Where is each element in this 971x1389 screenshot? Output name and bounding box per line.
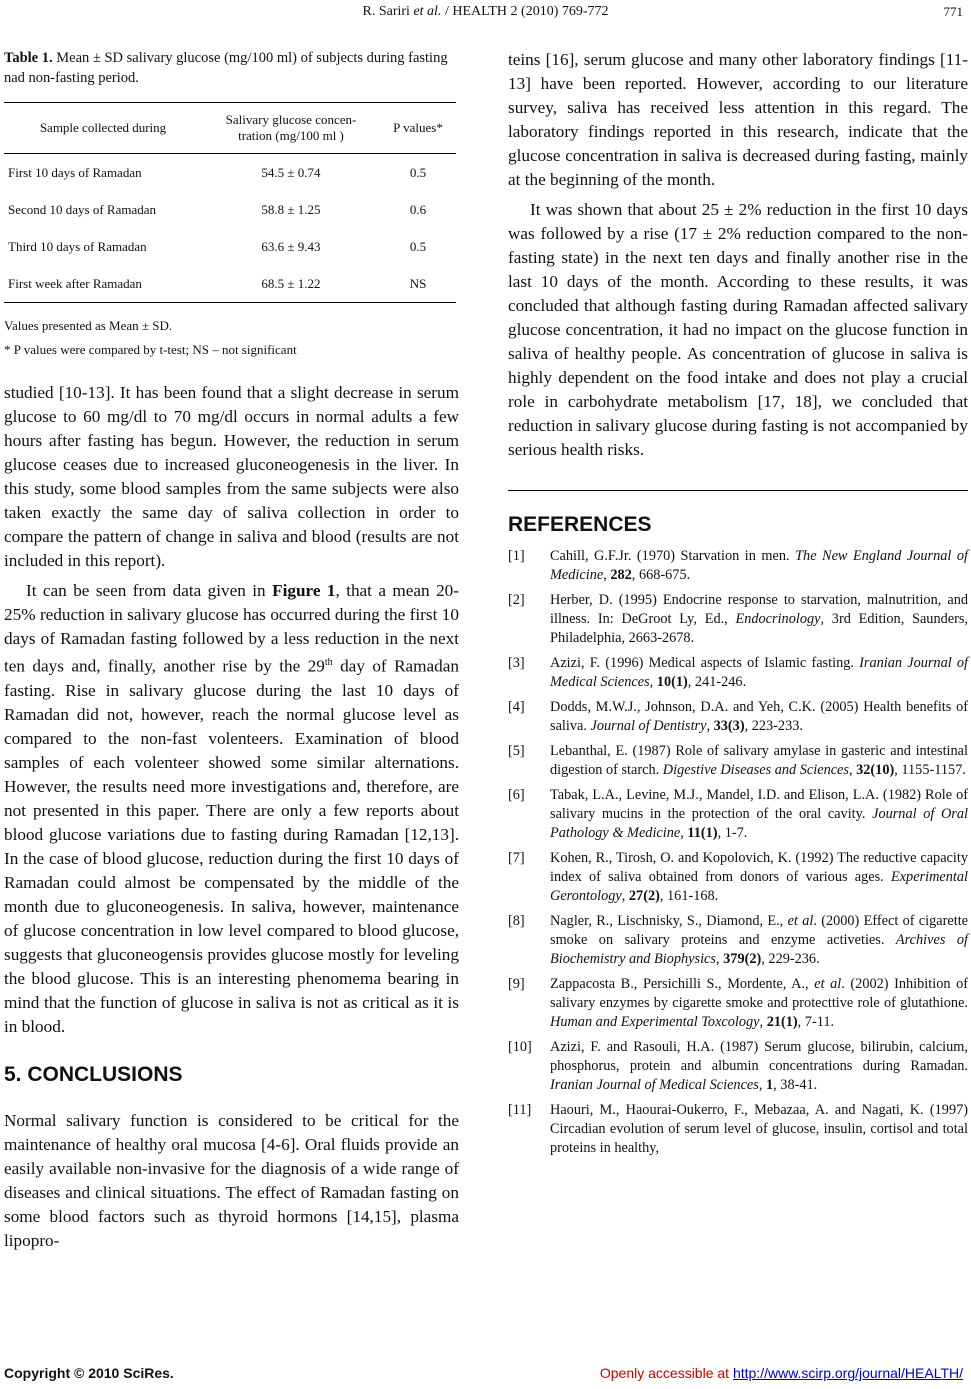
body-paragraph — [4, 579, 459, 1039]
reference-number: [3] — [508, 655, 525, 671]
reference-text: , — [758, 1077, 766, 1093]
running-head-journal: / HEALTH 2 (2010) 769-772 — [441, 4, 609, 19]
reference-volume: 11(1) — [687, 825, 718, 841]
reference-pages: , 223-233. — [744, 718, 803, 734]
table-cell: First 10 days of Ramadan — [8, 164, 142, 180]
reference-journal: et al — [787, 913, 814, 929]
reference-number: [2] — [508, 592, 525, 608]
reference-item — [508, 975, 968, 1032]
reference-authors: Herber, D. (1995) Endocrine response to starvation, malnutrition, and illness. In: DeGroot Ly, Ed., — [550, 592, 968, 627]
reference-authors: Kohen, R., Tirosh, O. and Kopolovich, K. (1992) The reductive capacity index of saliva obtained from donors of various ages. — [550, 850, 968, 885]
section-divider — [508, 490, 968, 491]
table-row — [4, 265, 456, 303]
table-row — [4, 191, 456, 228]
reference-authors: Azizi, F. and Rasouli, H.A. (1987) Serum glucose, bilirubin, calcium, phosphorus, protein and albumin concentrations during Ramadan. — [550, 1039, 968, 1074]
right-column — [508, 48, 968, 1164]
reference-number: [6] — [508, 787, 525, 803]
reference-item — [508, 786, 968, 843]
table-cell: 68.5 ± 1.22 — [202, 265, 380, 303]
reference-text: , — [649, 674, 657, 690]
table-cell: Third 10 days of Ramadan — [8, 238, 147, 254]
table-note: Values presented as Mean ± SD. — [4, 318, 173, 333]
reference-authors: Dodds, M.W.J., Johnson, D.A. and Yeh, C.K. (2005) Health benefits of saliva. — [550, 699, 968, 734]
reference-volume: 1 — [766, 1077, 774, 1093]
table-caption — [4, 48, 459, 88]
table-cell: 0.5 — [409, 164, 427, 180]
reference-authors: Zappacosta B., Persichilli S., Mordente, A., — [550, 976, 815, 992]
running-head-authors: R. Sariri — [362, 4, 414, 19]
reference-item — [508, 654, 968, 692]
reference-volume: 21(1) — [766, 1014, 798, 1030]
body-paragraph: teins [16], serum glucose and many other laboratory findings [11-13] have been reported. However, according to our literature survey, saliva has received less attention in this regard. The laboratory findings reported in this research, indicate that the glucose concentration in saliva is decreased during fasting, mainly at the beginning of the month. — [508, 50, 968, 189]
reference-pages: , 7-11. — [797, 1014, 835, 1030]
reference-item — [508, 1101, 968, 1158]
reference-text: . (2000) Effect of cigarette smoke on salivary proteins and enzyme activeties. — [550, 913, 969, 948]
reference-number: [9] — [508, 976, 525, 992]
table-row — [4, 154, 456, 192]
reference-volume: 10(1) — [656, 674, 688, 690]
reference-journal: Journal of Dentistry — [590, 718, 707, 734]
table-cell: First week after Ramadan — [4, 265, 202, 303]
text-span: , that a mean 20-25% reduction in salivary glucose has occurred during the first 10 days of Ramadan fasting followed by a less reduction in the next ten days and, finally, another rise by the 29 — [4, 581, 459, 676]
table-header-row — [4, 103, 456, 154]
reference-journal: Iranian Journal of Medical Sciences — [550, 1077, 759, 1093]
reference-pages: , 241-246. — [687, 674, 747, 690]
reference-journal: Archives of Biochemistry and Biophysics — [550, 932, 968, 967]
reference-item — [508, 698, 968, 736]
table-cell: 0.6 — [409, 201, 427, 217]
body-paragraph: studied [10-13]. It has been found that a slight decrease in serum glucose to 60 mg/dl to 70 mg/dl occurs in normal adults a few hours after fasting has begun. However, the reduction in serum glucose ceases due to increased gluconeogenesis in the liver. In this study, some blood samples from the same subjects were also taken exactly the same day of saliva collection in order to compare the pattern of change in saliva and blood (results are not included in this report). — [4, 383, 459, 570]
table-cell: 0.5 — [409, 238, 427, 254]
reference-number: [4] — [508, 699, 525, 715]
reference-authors: Nagler, R., Lischnisky, S., Diamond, E., — [550, 913, 788, 929]
reference-pages: , 38-41. — [773, 1077, 818, 1093]
table-header-cell: Sample collected during — [4, 103, 202, 154]
reference-text: . (2002) Inhibition of salivary enzymes by cigarette smoke and protecttive role of glutathione. — [550, 976, 968, 1011]
reference-journal: Human and Experimental Toxcology — [550, 1014, 760, 1030]
reference-authors: Cahill, G.F.Jr. (1970) Starvation in men. — [550, 548, 796, 564]
reference-number: [1] — [508, 548, 525, 564]
reference-item — [508, 912, 968, 969]
reference-text: , — [848, 762, 857, 778]
open-access-notice — [600, 1365, 963, 1381]
reference-pages: , 1-7. — [717, 825, 748, 841]
reference-text: , — [759, 1014, 767, 1030]
reference-pages: , 161-168. — [659, 888, 719, 904]
text-span: It can be seen from data given in — [26, 581, 273, 600]
reference-item — [508, 849, 968, 906]
reference-journal: The New England Journal of Medicine — [550, 548, 969, 583]
reference-authors: Haouri, M., Haourai-Oukerro, F., Mebazaa, A. and Nagati, K. (1997) Circadian evolution of serum level of glucose, insulin, cortisol and total proteins in healthy, — [550, 1102, 968, 1156]
table-caption-label: Table 1. — [4, 50, 53, 66]
superscript: th — [324, 657, 333, 668]
reference-volume: 33(3) — [713, 718, 745, 734]
reference-pages: , 229-236. — [761, 951, 820, 967]
reference-volume: 282 — [610, 567, 632, 583]
reference-item — [508, 742, 968, 780]
reference-item — [508, 1038, 968, 1095]
body-paragraph: Normal salivary function is considered to be critical for the maintenance of healthy oral mucosa [4-6]. Oral fluids provide an easily available non-invasive for the diagnosis of a wide range of diseases and clinical situations. The effect of Ramadan fasting on some blood factors such as thyroid hormons [14,15], plasma lipopro- — [4, 1110, 459, 1250]
section-heading-conclusions: 5. CONCLUSIONS — [4, 1062, 183, 1086]
reference-journal: Digestive Diseases and Sciences — [662, 762, 849, 778]
reference-pages: , 668-675. — [631, 567, 691, 583]
reference-volume: 379(2) — [723, 951, 762, 967]
body-paragraph: It was shown that about 25 ± 2% reduction in the first 10 days was followed by a rise (17 ± 2% reduction compared to the non-fasting state) in the next ten days and finally another rise in the last 10 days of the month. According to these results, it was concluded that although fasting during Ramadan affected salivary glucose concentration, it had no impact on the glucose function in saliva of healthy people. As concentration of glucose in saliva is highly dependent on the food intake and does not play a crucial role in carbohydrate metabolism [17, 18], we concluded that reduction in salivary glucose during fasting is not accompanied by serious health risks. — [508, 200, 968, 459]
reference-authors: Lebanthal, E. (1987) Role of salivary amylase in gasteric and intestinal digestion of starch. — [550, 743, 968, 778]
table-cell: 54.5 ± 0.74 — [261, 164, 321, 180]
reference-pages: , 1155-1157. — [894, 762, 966, 778]
reference-authors: Azizi, F. (1996) Medical aspects of Islamic fasting. — [550, 655, 860, 671]
reference-number: [10] — [508, 1039, 532, 1055]
table-cell: NS — [380, 265, 456, 303]
reference-journal: Journal of Oral Pathology & Medicine — [550, 806, 968, 841]
reference-list — [508, 547, 968, 1158]
copyright-notice: Copyright © 2010 SciRes. — [4, 1365, 174, 1381]
reference-text: , 3rd Edition, Saunders, Philadelphia, 2663-2678. — [550, 611, 968, 646]
reference-text: , — [621, 888, 629, 904]
table-caption-text: Mean ± SD salivary glucose (mg/100 ml) of subjects during fasting nad non-fasting period. — [4, 50, 448, 86]
glucose-table — [4, 102, 456, 303]
table-header-cell: Salivary glucose concen- tration (mg/100 ml ) — [202, 103, 380, 154]
figure-link[interactable]: Figure 1 — [272, 581, 336, 600]
table-cell: 63.6 ± 9.43 — [261, 238, 321, 254]
running-head — [0, 4, 971, 20]
reference-journal: Endocrinology — [735, 611, 821, 627]
reference-journal: Iranian Journal of Medical Sciences — [550, 655, 969, 690]
reference-text: , — [715, 951, 724, 967]
table-cell: 58.8 ± 1.25 — [261, 201, 321, 217]
reference-text: , — [680, 825, 688, 841]
reference-volume: 27(2) — [628, 888, 660, 904]
open-access-text: Openly accessible at — [599, 1365, 733, 1381]
running-head-etal: et al. — [413, 4, 442, 19]
page-number: 771 — [943, 4, 963, 19]
journal-url-link[interactable]: http://www.scirp.org/journal/HEALTH/ — [732, 1365, 963, 1381]
reference-journal: et al — [814, 976, 842, 992]
left-column — [4, 48, 459, 1253]
reference-journal: Experimental Gerontology — [550, 869, 968, 904]
reference-number: [8] — [508, 913, 525, 929]
reference-item — [508, 591, 968, 648]
reference-number: [5] — [508, 743, 525, 759]
table-note: * P values were compared by t-test; NS – not significant — [4, 342, 297, 357]
table-row — [4, 228, 456, 265]
reference-item — [508, 547, 968, 585]
reference-volume: 32(10) — [856, 762, 895, 778]
reference-text: , — [706, 718, 714, 734]
reference-authors: Tabak, L.A., Levine, M.J., Mandel, I.D. and Elison, L.A. (1982) Role of salivary mucins in the protection of the oral cavity. — [550, 787, 968, 822]
text-span: day of Ramadan fasting. Rise in salivary glucose during the last 10 days of Ramadan did not, however, reach the normal glucose level as compared to the non-fast volenteers. Examination of blood samples of each volenteer showed some similar alternations. However, the results need more investigations and, therefore, are not presented in this paper. There are only a few reports about blood glucose variations due to fasting during Ramadan [12,13]. In the case of blood glucose, reduction during the first 10 days of Ramadan could almost be compensated by the middle of the month due to gluconeogenesis. In saliva, however, maintenance of glucose concentration in low level compared to blood glucose, suggests that gluconeogensis provides glucose mostly for leveling the blood glucose. This is an interesting phenomema bearing in mind that the function of glucose in saliva is not as critical as it is in blood. — [4, 656, 460, 1036]
section-heading-references: REFERENCES — [508, 513, 652, 536]
table-header-cell: P values* — [380, 103, 456, 154]
reference-number: [7] — [508, 850, 525, 866]
table-cell: Second 10 days of Ramadan — [8, 201, 157, 217]
reference-number: [11] — [508, 1102, 532, 1118]
reference-text: , — [603, 567, 611, 583]
